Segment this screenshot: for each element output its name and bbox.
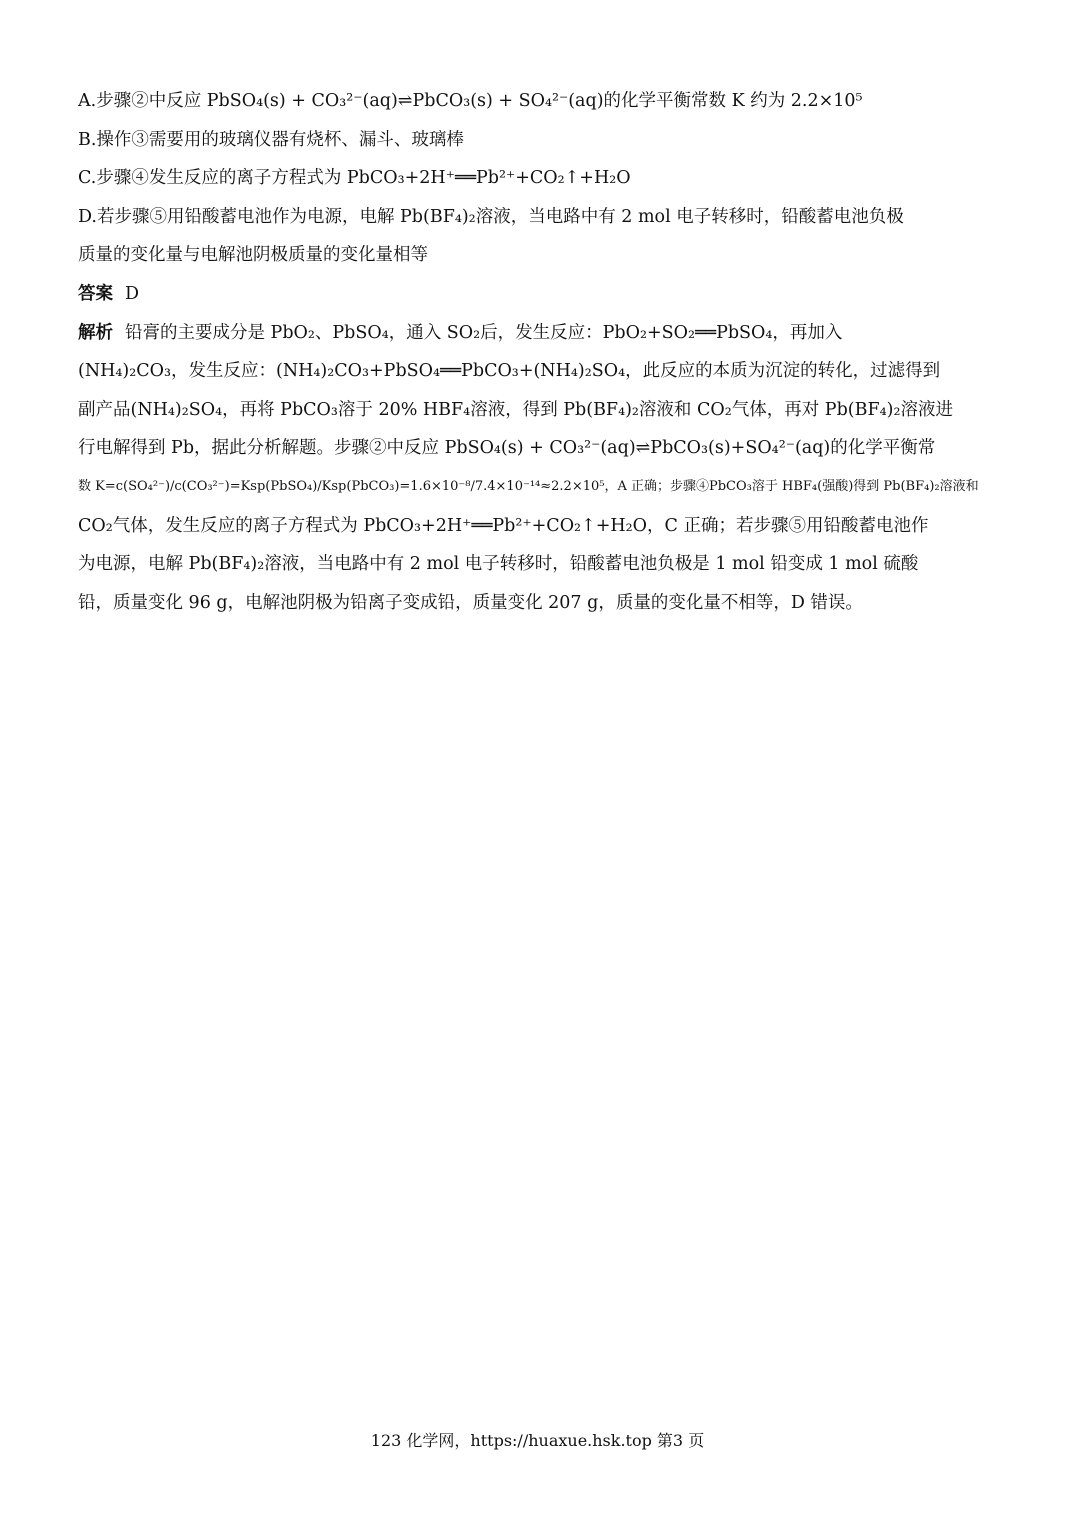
- option-b: B.操作③需要用的玻璃仪器有烧杯、漏斗、玻璃棒: [78, 129, 464, 150]
- option-a: A.步骤②中反应 PbSO₄(s) + CO₃²⁻(aq)⇌PbCO₃(s) + SO₄²⁻(aq)的化学平衡常数 K 约为 2.2×10⁵: [78, 91, 863, 111]
- page-footer: 123 化学网，https://huaxue.hsk.top 第3 页: [370, 1431, 705, 1450]
- analysis-line4: 行电解得到 Pb，据此分析解题。步骤②中反应 PbSO₄(s) + CO₃²⁻(aq)⇌PbCO₃(s)+SO₄²⁻(aq)的化学平衡常: [78, 438, 936, 459]
- analysis-line2: (NH₄)₂CO₃，发生反应：(NH₄)₂CO₃+PbSO₄══PbCO₃+(NH₄)₂SO₄，此反应的本质为沉淀的转化，过滤得到: [78, 361, 941, 382]
- option-d-line1: D.若步骤⑤用铅酸蓄电池作为电源，电解 Pb(BF₄)₂溶液，当电路中有 2 mol 电子转移时，铅酸蓄电池负极: [78, 206, 904, 227]
- analysis-line5: 数 K=c(SO₄²⁻)/c(CO₃²⁻)=Ksp(PbSO₄)/Ksp(PbCO₃)=1.6×10⁻⁸/7.4×10⁻¹⁴≈2.2×10⁵，A 正确；步骤④PbCO₃溶于 HBF₄(强酸)得到 Pb(BF₄)₂溶液和: [78, 478, 979, 494]
- analysis-text-1: 铅膏的主要成分是 PbO₂、PbSO₄，通入 SO₂后，发生反应：PbO₂+SO₂══PbSO₄，再加入: [125, 322, 843, 343]
- analysis-line8: 铅，质量变化 96 g，电解池阴极为铅离子变成铅，质量变化 207 g，质量的变化量不相等，D 错误。: [78, 592, 863, 613]
- analysis-line6: CO₂气体，发生反应的离子方程式为 PbCO₃+2H⁺══Pb²⁺+CO₂↑+H₂O，C 正确；若步骤⑤用铅酸蓄电池作: [78, 515, 929, 536]
- analysis-label: 解析: [78, 322, 113, 343]
- option-d-line2: 质量的变化量与电解池阴极质量的变化量相等: [78, 245, 428, 266]
- option-c: C.步骤④发生反应的离子方程式为 PbCO₃+2H⁺══Pb²⁺+CO₂↑+H₂O: [78, 168, 631, 189]
- document-body: [78, 82, 998, 622]
- analysis-line3: 副产品(NH₄)₂SO₄，再将 PbCO₃溶于 20% HBF₄溶液，得到 Pb(BF₄)₂溶液和 CO₂气体，再对 Pb(BF₄)₂溶液进: [78, 399, 953, 420]
- analysis-line7: 为电源，电解 Pb(BF₄)₂溶液，当电路中有 2 mol 电子转移时，铅酸蓄电池负极是 1 mol 铅变成 1 mol 硫酸: [78, 554, 919, 575]
- answer-label: 答案: [78, 283, 113, 304]
- analysis-line1: [78, 314, 998, 353]
- answer-row: [78, 275, 998, 314]
- answer-value: D: [125, 283, 140, 304]
